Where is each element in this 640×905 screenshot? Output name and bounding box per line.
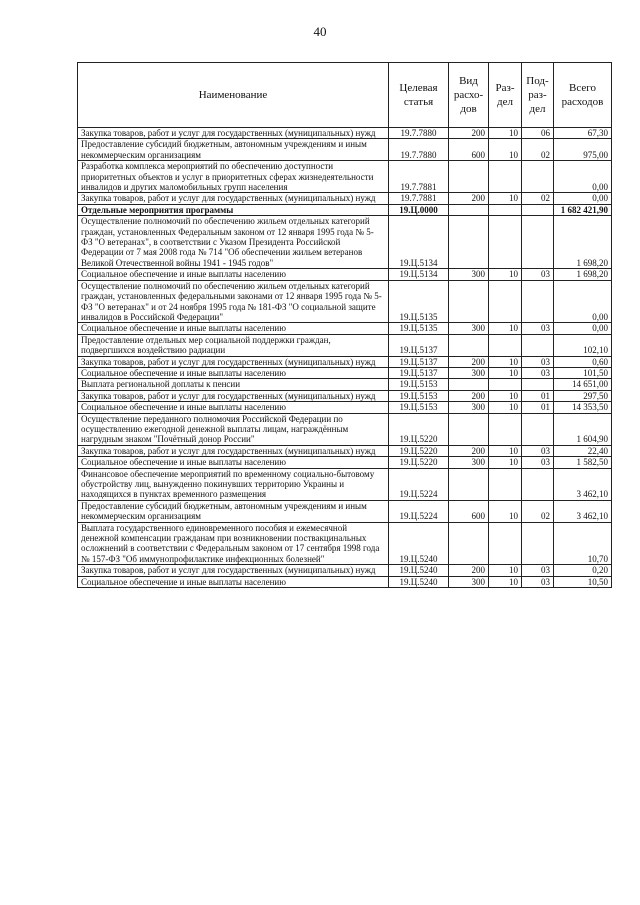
table-row <box>78 216 612 269</box>
table-row <box>78 468 612 500</box>
header-subsection: Под-раз-дел <box>522 63 554 128</box>
row-name-cell: Закупка товаров, работ и услуг для государственных (муниципальных) нужд <box>78 193 389 204</box>
row-name-cell: Выплата государственного единовременного пособия и ежемесячной денежной компенсации гражданам при возникновении поствакцинальных осложнений в соответствии с Федеральным законом от 17 сентября 1998 года № 157-ФЗ "Об иммунопрофилактике инфекционных болезней" <box>78 522 389 565</box>
table-row <box>78 367 612 378</box>
row-total-cell: 1 604,90 <box>554 413 612 445</box>
row-subsection-cell <box>522 522 554 565</box>
table-row <box>78 280 612 323</box>
row-subsection-cell <box>522 204 554 215</box>
table-row <box>78 139 612 161</box>
row-subsection-cell <box>522 413 554 445</box>
row-total-cell: 22,40 <box>554 445 612 456</box>
row-subsection-cell: 03 <box>522 269 554 280</box>
row-expense-type-cell: 200 <box>449 565 489 576</box>
table-body <box>78 128 612 588</box>
row-subsection-cell <box>522 379 554 390</box>
row-expense-type-cell <box>449 468 489 500</box>
row-expense-type-cell: 300 <box>449 367 489 378</box>
row-target-article-cell: 19.Ц.5240 <box>389 576 449 587</box>
row-total-cell: 14 651,00 <box>554 379 612 390</box>
row-expense-type-cell: 600 <box>449 500 489 522</box>
row-total-cell: 0,20 <box>554 565 612 576</box>
row-section-cell: 10 <box>489 445 522 456</box>
row-section-cell <box>489 522 522 565</box>
table-row <box>78 204 612 215</box>
row-subsection-cell: 01 <box>522 402 554 413</box>
header-section: Раз-дел <box>489 63 522 128</box>
row-subsection-cell: 03 <box>522 367 554 378</box>
row-name-cell: Социальное обеспечение и иные выплаты населению <box>78 323 389 334</box>
table-row <box>78 576 612 587</box>
row-name-cell: Социальное обеспечение и иные выплаты населению <box>78 269 389 280</box>
row-target-article-cell: 19.7.7881 <box>389 161 449 193</box>
table-row <box>78 500 612 522</box>
table-header-row <box>78 63 612 128</box>
row-section-cell: 10 <box>489 128 522 139</box>
row-expense-type-cell: 200 <box>449 128 489 139</box>
row-section-cell <box>489 280 522 323</box>
row-subsection-cell <box>522 468 554 500</box>
table-row <box>78 193 612 204</box>
row-target-article-cell: 19.Ц.5137 <box>389 356 449 367</box>
row-name-cell: Предоставление отдельных мер социальной поддержки граждан, подвергшихся воздействию радиации <box>78 334 389 356</box>
row-section-cell: 10 <box>489 323 522 334</box>
row-expense-type-cell <box>449 334 489 356</box>
row-subsection-cell: 03 <box>522 445 554 456</box>
row-name-cell: Финансовое обеспечение мероприятий по временному социально-бытовому обустройству лиц, вынужденно покинувших территорию Украины и находящихся в пунктах временного размещения <box>78 468 389 500</box>
row-total-cell: 101,50 <box>554 367 612 378</box>
row-name-cell: Закупка товаров, работ и услуг для государственных (муниципальных) нужд <box>78 445 389 456</box>
row-name-cell: Осуществление полномочий по обеспечению жильем отдельных категорий граждан, установленных Федеральным законом от 12 января 1995 года № 5-ФЗ "О ветеранах", в соответствии с Указом Президента Российской Федерации от 7 мая 2008 года № 714 "Об обеспечении жильем ветеранов Великой Отечественной войны 1941 - 1945 годов" <box>78 216 389 269</box>
row-name-cell: Осуществление полномочий по обеспечению жильем отдельных категорий граждан, установленных федеральными законами от 12 января 1995 года № 5-ФЗ "О ветеранах" и от 24 ноября 1995 года № 181-ФЗ "О социальной защите инвалидов в Российской Федерации" <box>78 280 389 323</box>
row-name-cell: Закупка товаров, работ и услуг для государственных (муниципальных) нужд <box>78 128 389 139</box>
row-total-cell: 102,10 <box>554 334 612 356</box>
table-row <box>78 413 612 445</box>
row-expense-type-cell: 300 <box>449 269 489 280</box>
table-row <box>78 128 612 139</box>
row-subsection-cell <box>522 334 554 356</box>
row-name-cell: Закупка товаров, работ и услуг для государственных (муниципальных) нужд <box>78 390 389 401</box>
row-target-article-cell: 19.Ц.5224 <box>389 500 449 522</box>
row-expense-type-cell <box>449 204 489 215</box>
row-section-cell <box>489 204 522 215</box>
row-expense-type-cell <box>449 161 489 193</box>
row-expense-type-cell: 200 <box>449 445 489 456</box>
row-target-article-cell: 19.Ц.5153 <box>389 402 449 413</box>
row-total-cell: 3 462,10 <box>554 500 612 522</box>
row-expense-type-cell: 300 <box>449 323 489 334</box>
table-row <box>78 269 612 280</box>
row-section-cell: 10 <box>489 402 522 413</box>
table-row <box>78 334 612 356</box>
row-expense-type-cell: 300 <box>449 402 489 413</box>
row-name-cell: Социальное обеспечение и иные выплаты населению <box>78 576 389 587</box>
row-subsection-cell: 01 <box>522 390 554 401</box>
row-expense-type-cell: 300 <box>449 576 489 587</box>
row-total-cell: 10,70 <box>554 522 612 565</box>
row-subsection-cell: 02 <box>522 139 554 161</box>
row-total-cell: 0,60 <box>554 356 612 367</box>
row-target-article-cell: 19.Ц.5240 <box>389 522 449 565</box>
row-total-cell: 0,00 <box>554 193 612 204</box>
row-section-cell <box>489 334 522 356</box>
row-target-article-cell: 19.Ц.5224 <box>389 468 449 500</box>
row-subsection-cell: 03 <box>522 323 554 334</box>
row-total-cell: 10,50 <box>554 576 612 587</box>
row-name-cell: Осуществление переданного полномочия Российской Федерации по осуществлению ежегодной денежной выплаты лицам, награждённым нагрудным знаком "Почётный донор России" <box>78 413 389 445</box>
row-section-cell: 10 <box>489 457 522 468</box>
row-target-article-cell: 19.Ц.5220 <box>389 457 449 468</box>
row-name-cell: Социальное обеспечение и иные выплаты населению <box>78 367 389 378</box>
row-subsection-cell <box>522 216 554 269</box>
table-row <box>78 356 612 367</box>
row-name-cell: Выплата региональной доплаты к пенсии <box>78 379 389 390</box>
row-total-cell: 14 353,50 <box>554 402 612 413</box>
row-target-article-cell: 19.7.7880 <box>389 128 449 139</box>
row-total-cell: 0,00 <box>554 323 612 334</box>
row-total-cell: 67,30 <box>554 128 612 139</box>
row-target-article-cell: 19.Ц.5135 <box>389 280 449 323</box>
row-total-cell: 297,50 <box>554 390 612 401</box>
row-subsection-cell: 03 <box>522 576 554 587</box>
row-subsection-cell: 06 <box>522 128 554 139</box>
row-name-cell: Социальное обеспечение и иные выплаты населению <box>78 402 389 413</box>
row-subsection-cell: 03 <box>522 356 554 367</box>
row-target-article-cell: 19.Ц.5220 <box>389 413 449 445</box>
budget-table <box>77 62 612 588</box>
row-section-cell <box>489 413 522 445</box>
row-name-cell: Отдельные мероприятия программы <box>78 204 389 215</box>
row-name-cell: Разработка комплекса мероприятий по обеспечению доступности приоритетных объектов и услуг в приоритетных сферах жизнедеятельности инвалидов и других маломобильных групп населения <box>78 161 389 193</box>
row-target-article-cell: 19.Ц.5134 <box>389 216 449 269</box>
row-total-cell: 1 698,20 <box>554 216 612 269</box>
row-expense-type-cell <box>449 522 489 565</box>
table-row <box>78 522 612 565</box>
table-row <box>78 565 612 576</box>
row-section-cell: 10 <box>489 367 522 378</box>
row-name-cell: Предоставление субсидий бюджетным, автономным учреждениям и иным некоммерческим организациям <box>78 500 389 522</box>
row-expense-type-cell: 600 <box>449 139 489 161</box>
row-section-cell <box>489 379 522 390</box>
row-target-article-cell: 19.Ц.5153 <box>389 390 449 401</box>
row-section-cell: 10 <box>489 390 522 401</box>
row-expense-type-cell <box>449 413 489 445</box>
row-subsection-cell: 03 <box>522 457 554 468</box>
row-target-article-cell: 19.Ц.0000 <box>389 204 449 215</box>
table-row <box>78 445 612 456</box>
row-name-cell: Закупка товаров, работ и услуг для государственных (муниципальных) нужд <box>78 356 389 367</box>
row-target-article-cell: 19.Ц.5135 <box>389 323 449 334</box>
row-total-cell: 1 582,50 <box>554 457 612 468</box>
header-target-article: Целевая статья <box>389 63 449 128</box>
header-expense-type: Вид расхо-дов <box>449 63 489 128</box>
row-section-cell: 10 <box>489 565 522 576</box>
table-row <box>78 379 612 390</box>
row-target-article-cell: 19.Ц.5220 <box>389 445 449 456</box>
row-target-article-cell: 19.Ц.5134 <box>389 269 449 280</box>
row-name-cell: Предоставление субсидий бюджетным, автономным учреждениям и иным некоммерческим организациям <box>78 139 389 161</box>
row-section-cell: 10 <box>489 356 522 367</box>
row-name-cell: Социальное обеспечение и иные выплаты населению <box>78 457 389 468</box>
row-section-cell: 10 <box>489 139 522 161</box>
row-subsection-cell: 03 <box>522 565 554 576</box>
row-section-cell: 10 <box>489 269 522 280</box>
row-subsection-cell: 02 <box>522 193 554 204</box>
page-number: 40 <box>313 24 327 39</box>
row-expense-type-cell: 200 <box>449 193 489 204</box>
row-total-cell: 975,00 <box>554 139 612 161</box>
row-target-article-cell: 19.7.7881 <box>389 193 449 204</box>
row-section-cell <box>489 161 522 193</box>
table-row <box>78 390 612 401</box>
row-expense-type-cell <box>449 280 489 323</box>
header-total-expenses: Всего расходов <box>554 63 612 128</box>
row-subsection-cell <box>522 161 554 193</box>
row-target-article-cell: 19.Ц.5137 <box>389 334 449 356</box>
row-total-cell: 1 698,20 <box>554 269 612 280</box>
row-expense-type-cell: 300 <box>449 457 489 468</box>
row-target-article-cell: 19.Ц.5137 <box>389 367 449 378</box>
row-expense-type-cell <box>449 379 489 390</box>
row-total-cell: 3 462,10 <box>554 468 612 500</box>
table-row <box>78 161 612 193</box>
table-row <box>78 457 612 468</box>
row-section-cell: 10 <box>489 500 522 522</box>
row-expense-type-cell: 200 <box>449 356 489 367</box>
table-row <box>78 323 612 334</box>
row-expense-type-cell <box>449 216 489 269</box>
row-section-cell: 10 <box>489 576 522 587</box>
row-total-cell: 1 682 421,90 <box>554 204 612 215</box>
row-target-article-cell: 19.7.7880 <box>389 139 449 161</box>
row-subsection-cell: 02 <box>522 500 554 522</box>
row-target-article-cell: 19.Ц.5153 <box>389 379 449 390</box>
row-section-cell <box>489 468 522 500</box>
row-name-cell: Закупка товаров, работ и услуг для государственных (муниципальных) нужд <box>78 565 389 576</box>
table-row <box>78 402 612 413</box>
row-section-cell: 10 <box>489 193 522 204</box>
row-total-cell: 0,00 <box>554 161 612 193</box>
header-name: Наименование <box>78 63 389 128</box>
row-section-cell <box>489 216 522 269</box>
row-target-article-cell: 19.Ц.5240 <box>389 565 449 576</box>
row-subsection-cell <box>522 280 554 323</box>
row-total-cell: 0,00 <box>554 280 612 323</box>
row-expense-type-cell: 200 <box>449 390 489 401</box>
